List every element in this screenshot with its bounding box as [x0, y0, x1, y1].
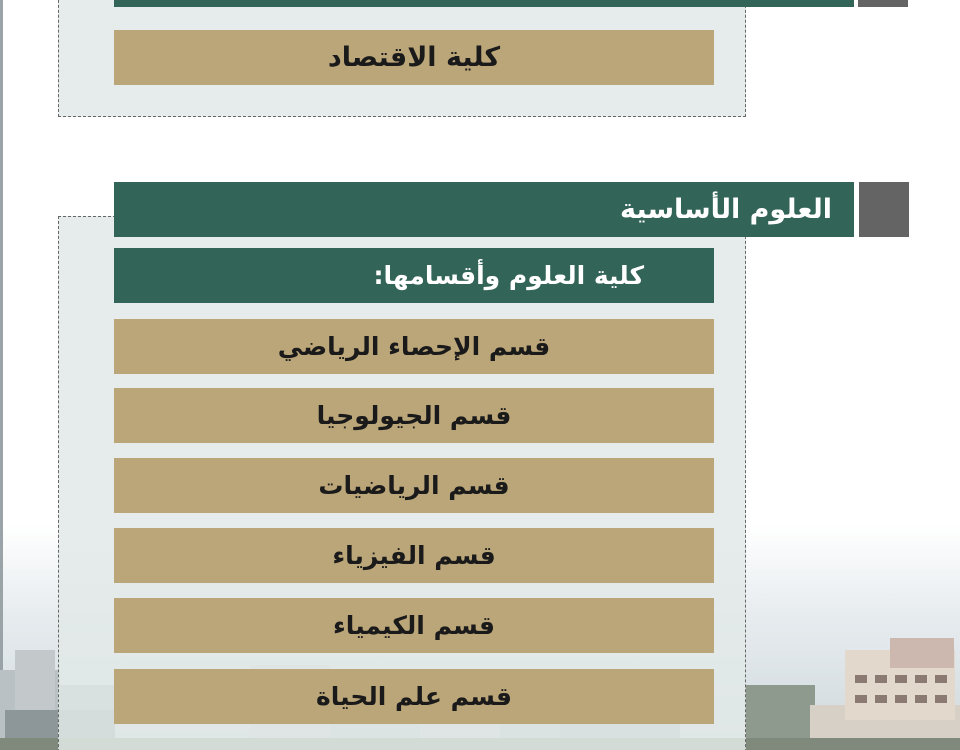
department-item: [114, 669, 714, 724]
faculty-economics-item: [114, 30, 714, 85]
department-label: قسم الفيزياء: [332, 541, 496, 570]
department-item: [114, 598, 714, 653]
department-item: [114, 319, 714, 374]
section-marker-square: [859, 182, 909, 237]
top-section-marker: [858, 0, 908, 7]
section-heading-basic-sciences: [114, 182, 854, 237]
department-item: [114, 458, 714, 513]
department-label: قسم الإحصاء الرياضي: [277, 332, 551, 361]
department-item: [114, 388, 714, 443]
department-item: [114, 528, 714, 583]
department-label: قسم الرياضيات: [318, 471, 510, 500]
department-label: قسم الكيمياء: [333, 611, 495, 640]
department-label: قسم الجيولوجيا: [316, 401, 512, 430]
faculty-economics-label: كلية الاقتصاد: [327, 42, 501, 73]
department-label: قسم علم الحياة: [315, 682, 513, 711]
section-heading-label: العلوم الأساسية: [620, 194, 832, 225]
faculty-science-label: كلية العلوم وأقسامها:: [373, 261, 644, 290]
top-section-heading-bar: [114, 0, 854, 7]
faculty-science-header: [114, 248, 714, 303]
